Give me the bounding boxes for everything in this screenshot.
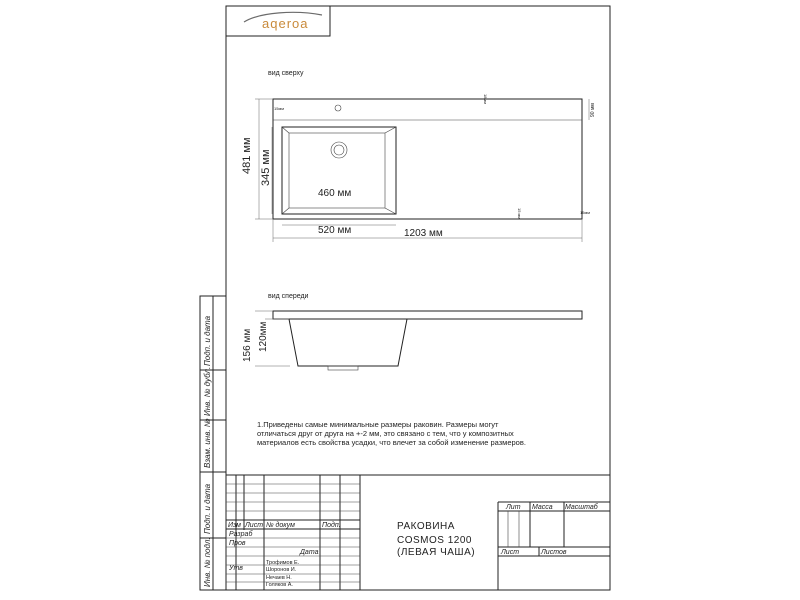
drain-pipe [328, 366, 358, 370]
hdr-list: Лист [245, 522, 264, 529]
side-label-4: Подп. и дата [203, 483, 212, 534]
side-label-1: Подп. и дата [203, 315, 212, 366]
dim-bowl-height: 120мм [258, 321, 269, 352]
bowl-profile [289, 319, 407, 366]
scale-label: Масштаб [565, 504, 598, 511]
dim-bowl-outer: 520 мм [318, 225, 352, 236]
front-view-caption: вид спереди [268, 293, 309, 300]
top-view-caption: вид сверху [268, 70, 304, 77]
title-block [226, 475, 610, 590]
top-view [241, 70, 596, 242]
dim-right-depth: 90 мм [590, 103, 596, 117]
dim-small-top-mid: 18мм [483, 94, 488, 104]
side-label-2: Инв. № дубл. [203, 366, 212, 416]
name-3: Нечаев Н. [266, 575, 292, 581]
sheets-label: Листов [541, 549, 567, 556]
dim-small-left: 15мм [274, 106, 284, 111]
side-label-5: Инв. № подл. [203, 537, 212, 587]
side-stamp [200, 296, 226, 590]
product-line-2: COSMOS 1200 [397, 535, 472, 546]
faucet-hole [335, 105, 341, 111]
row-prov: Пров [229, 540, 246, 547]
bowl-outer [282, 127, 396, 214]
note-line-2: отличаться друг от друга на +-2 мм, это связано с тем, что у композитных [257, 429, 514, 438]
dim-bowl-depth: 345 мм [260, 149, 272, 186]
name-2: Шоронов И. [266, 567, 297, 573]
drain-inner [334, 145, 344, 155]
dim-depth: 481 мм [241, 137, 253, 174]
countertop-slab [273, 311, 582, 319]
note-line-3: материалов есть свойства усадки, что влечет за собой изменение размеров. [257, 438, 526, 447]
hdr-izm: Изм [228, 522, 241, 529]
hdr-data: Дата [300, 549, 319, 556]
logo [226, 6, 330, 36]
product-line-1: РАКОВИНА [397, 521, 455, 532]
note-line-1: 1.Приведены самые минимальные размеры раковин. Размеры могут [257, 420, 499, 429]
dim-small-bottom-mid: 15 мм [517, 208, 522, 220]
hdr-dokum: № докум [266, 522, 295, 529]
sheet-label: Лист [501, 549, 520, 556]
name-4: Голяков А. [266, 582, 293, 588]
top-view-outline [273, 99, 582, 219]
drain-outer [331, 142, 347, 158]
mass-label: Масса [532, 504, 553, 511]
front-view [242, 293, 582, 370]
side-label-3: Взам. инв. № [203, 418, 212, 468]
row-utv: Утв [229, 565, 243, 572]
dim-bowl-width: 460 мм [318, 188, 352, 199]
logo-text: aqeroa [262, 16, 309, 31]
name-1: Трофимов Е. [266, 560, 300, 566]
dim-total-width: 1203 мм [404, 228, 443, 239]
row-razrab: Разраб [229, 531, 253, 538]
dim-total-height: 156 мм [242, 328, 253, 362]
note [257, 420, 526, 447]
dim-small-right-bottom: 15мм [580, 210, 590, 215]
product-line-3: (ЛЕВАЯ ЧАША) [397, 547, 476, 558]
lit-label: Лит [506, 504, 521, 511]
hdr-podp: Подп. [322, 522, 341, 529]
